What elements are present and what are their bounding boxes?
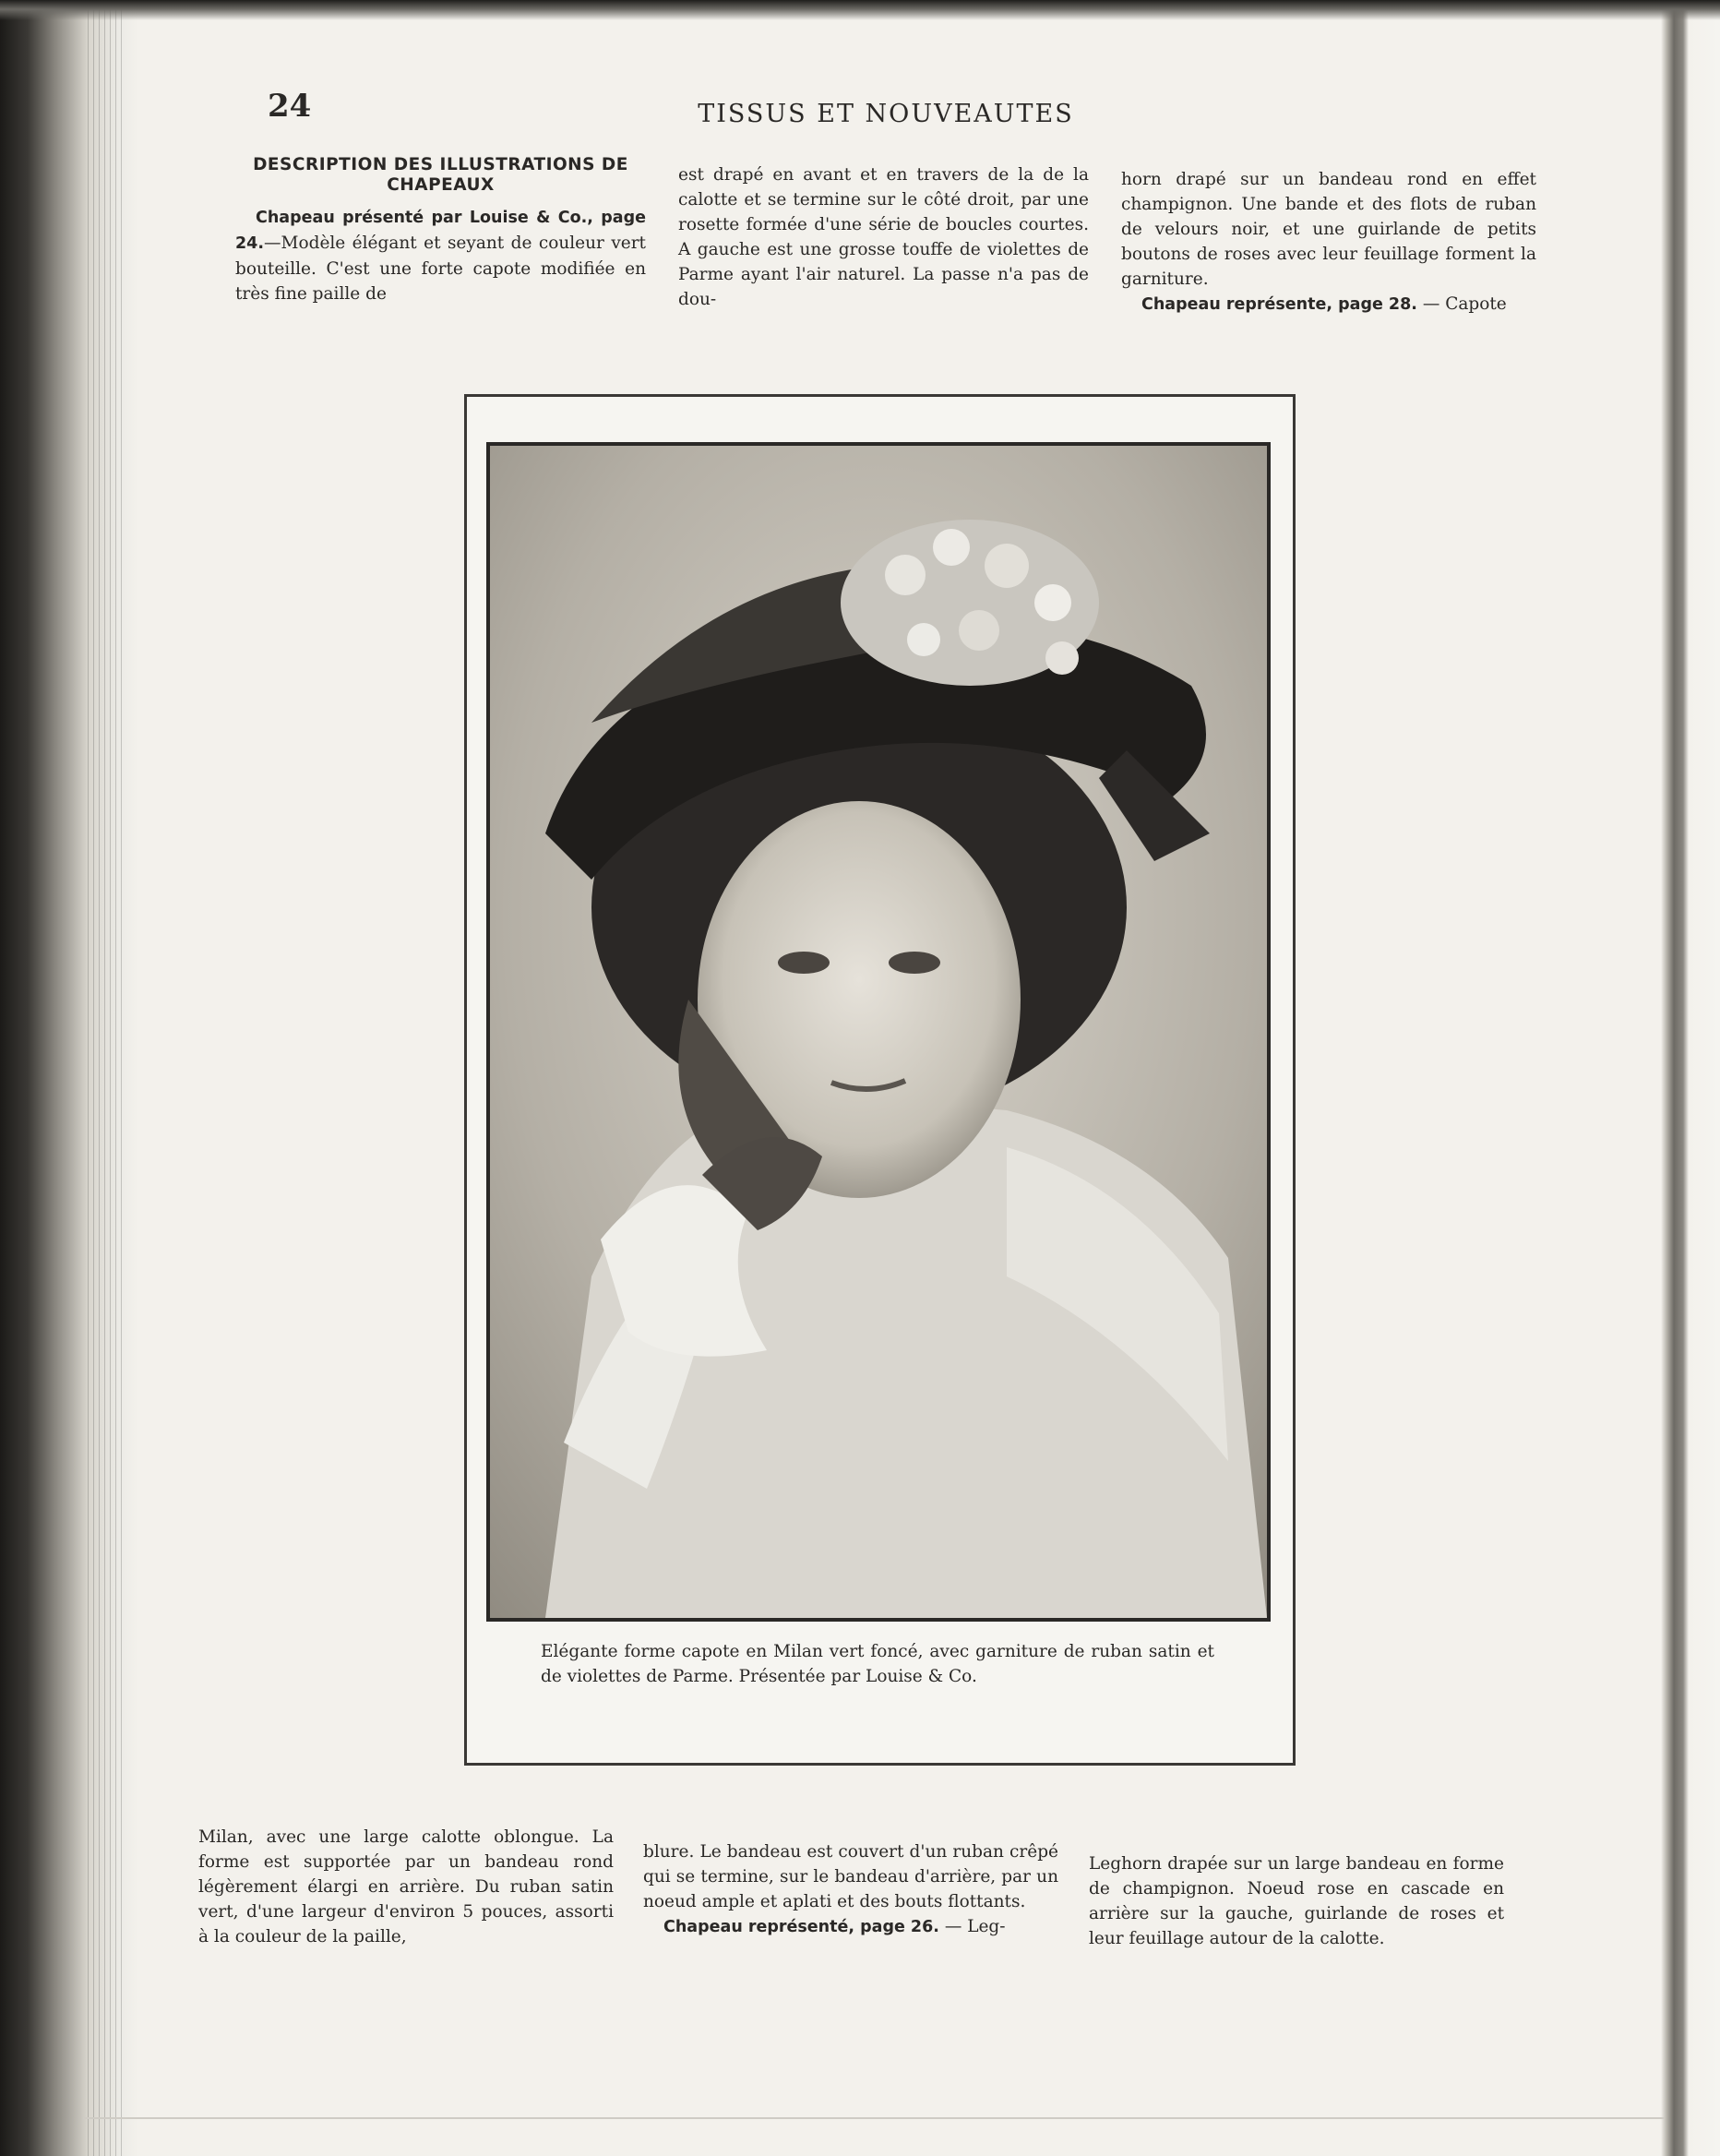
col3-bottom-text: Leghorn drapée sur un large bandeau en forme de champignon. Noeud rose en cascade en arrière sur la gauche, guirlande de roses et leur feuillage autour de la calotte.: [1089, 1854, 1504, 1948]
bottom-column-1: [198, 1825, 614, 1949]
running-title: TISSUS ET NOUVEAUTES: [698, 100, 1074, 128]
col3-top-text: horn drapé sur un bandeau rond en effet champignon. Une bande et des flots de ruban de velours noir, et une guirlande de petits boutons de roses avec leur feuillage forment la garniture.: [1121, 170, 1536, 289]
col2-top-text: est drapé en avant et en travers de la de la calotte et se termine sur le côté droit, par une rosette formée d'une série de boucles courtes. A gauche est une grosse touffe de violettes de Parme ayant l'air naturel. La passe n'a pas de dou-: [678, 165, 1089, 309]
section-heading: DESCRIPTION DES ILLUSTRATIONS DE CHAPEAUX: [253, 155, 628, 195]
lead-page-28-tail: — Capote: [1416, 294, 1507, 314]
lead-page-28: Chapeau représente, page 28.: [1141, 295, 1417, 314]
lead-page-26-tail: — Leg-: [938, 1917, 1006, 1936]
top-column-3: [1121, 167, 1536, 317]
bottom-column-2: [643, 1839, 1058, 1940]
col2-bottom-text: blure. Le bandeau est couvert d'un ruban crêpé qui se termine, sur le bandeau d'arrière, par un noeud ample et aplati et des bouts flottants.: [643, 1842, 1058, 1911]
portrait-drawing: [490, 446, 1267, 1618]
col1-bottom-text: Milan, avec une large calotte oblongue. La forme est supportée par un bandeau rond légèrement élargi en arrière. Du ruban satin vert, d'une largeur d'environ 5 pouces, assorti à la couleur de la paille,: [198, 1827, 614, 1946]
bottom-edge: [83, 2117, 1665, 2119]
page-number: 24: [268, 88, 312, 125]
portrait-photo: [486, 442, 1271, 1622]
page-edges: [88, 0, 125, 2156]
figure-caption: Elégante forme capote en Milan vert foncé, avec garniture de ruban satin et de violettes de Parme. Présentée par Louise & Co.: [541, 1642, 1214, 1686]
col1-top-text: —Modèle élégant et seyant de couleur vert bouteille. C'est une forte capote modifiée en très fine paille de: [235, 234, 646, 304]
lead-louise: Chapeau présenté par Louise & Co., page 24.: [235, 209, 646, 253]
top-shadow: [0, 0, 1720, 20]
book-edge-right: [1661, 0, 1720, 2156]
top-column-2: [678, 162, 1089, 312]
lead-page-26: Chapeau représenté, page 26.: [663, 1918, 939, 1936]
figure-frame: [464, 394, 1296, 1766]
bottom-column-3: [1089, 1851, 1504, 1951]
top-column-1: [235, 155, 646, 306]
